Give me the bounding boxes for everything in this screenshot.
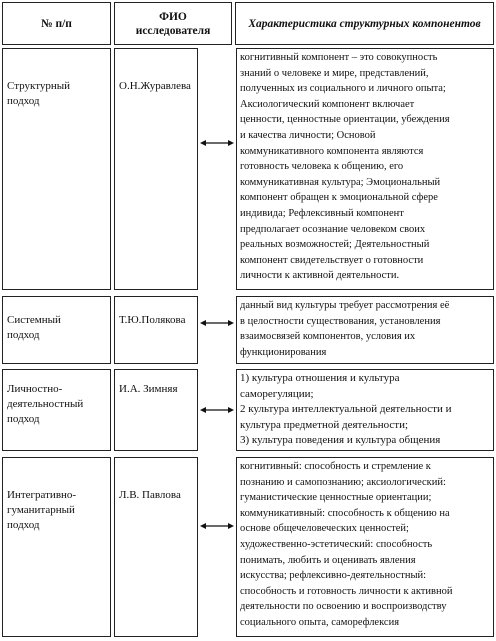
row-3-researcher: [114, 369, 198, 451]
description-line: способность и готовность личности к активной: [240, 585, 453, 597]
header-num: [2, 2, 111, 45]
researcher-label: И.А. Зимняя: [119, 383, 178, 395]
description-line: саморегуляции;: [240, 387, 314, 400]
header-characteristics: [235, 2, 494, 45]
row-1-researcher: [114, 48, 198, 290]
row-4-description: [236, 457, 494, 637]
description-line: компонент свидетельствует о готовности: [240, 254, 424, 266]
description-line: деятельности по освоению и воспроизводству: [240, 601, 447, 613]
description-line: искусства; рефлексивно-деятельностный:: [240, 570, 427, 582]
description-line: полученных из социального и личного опыта;: [240, 83, 446, 95]
description-line: 2 культура интеллектуальной деятельности и: [240, 403, 452, 416]
approach-label: Структурный подход: [7, 80, 71, 107]
row-4-approach: [2, 457, 111, 637]
row-3-approach: [2, 369, 111, 451]
description-line: коммуникативного компонента являются: [240, 145, 424, 157]
description-line: готовность человека к общению, его: [240, 161, 404, 173]
description-line: когнитивный компонент – это совокупность: [240, 52, 438, 63]
description-line: 3) культура поведения и культура общения: [240, 434, 441, 447]
description-line: социального опыта, саморефлексия: [240, 616, 400, 628]
description-line: художественно-эстетический: способность: [240, 538, 433, 550]
description-line: коммуникативный: способность к общению на: [240, 507, 450, 519]
approach-label: Личностно-деятельностный подход: [7, 383, 84, 425]
description-line: основе общечеловеческих ценностей;: [240, 523, 409, 535]
description-line: взаимосвязей компонентов, условия их: [240, 331, 416, 343]
researcher-label: Л.В. Павлова: [119, 489, 181, 501]
description-line: и качества личности; Основой: [240, 129, 376, 141]
description-line: в целостности существования, установления: [240, 315, 441, 327]
description-line: предполагает осознание человеком своих: [240, 223, 426, 235]
row-1-approach: [2, 48, 111, 290]
header-num-label: № п/п: [41, 17, 72, 30]
description-line: познанию и самопознанию; аксиологический:: [240, 476, 446, 488]
row-1-description: [236, 48, 494, 290]
description-line: реальных возможностей; Деятельностный: [240, 239, 430, 251]
description-line: культура предметной деятельности;: [240, 418, 409, 431]
researcher-label: Т.Ю.Полякова: [119, 314, 186, 326]
description-line: компонент обращен к эмоциональной сфере: [240, 192, 438, 204]
description-line: когнитивный: способность и стремление к: [240, 461, 431, 472]
description-line: 1) культура отношения и культура: [240, 372, 400, 384]
header-fio: [114, 2, 232, 45]
row-2-researcher: [114, 296, 198, 364]
row-2-approach: [2, 296, 111, 364]
bidirectional-arrow-icon: [199, 521, 235, 531]
approach-label: Системный подход: [7, 314, 61, 341]
description-line: знаний о человеке и мире, представлений,: [240, 67, 429, 79]
description-line: данный вид культуры требует рассмотрения её: [240, 300, 450, 311]
researcher-label: О.Н.Журавлева: [119, 80, 191, 92]
description-line: ценности, ценностные ориентации, убеждения: [240, 114, 450, 126]
description-line: коммуникативная культура; Эмоциональный: [240, 176, 441, 188]
approach-label: Интегративно-гуманитарный подход: [7, 489, 77, 531]
bidirectional-arrow-icon: [199, 138, 235, 148]
description-line: функционирования: [240, 346, 327, 358]
description-line: Аксиологический компонент включает: [240, 98, 415, 110]
description-line: личности к активной деятельности.: [240, 270, 400, 282]
row-4-researcher: [114, 457, 198, 637]
bidirectional-arrow-icon: [199, 405, 235, 415]
row-3-description: [236, 369, 494, 451]
header-fio-label: ФИО исследователя: [135, 10, 211, 37]
description-line: гуманистические ценностные ориентации;: [240, 492, 432, 504]
description-line: индивида; Рефлексивный компонент: [240, 207, 404, 219]
bidirectional-arrow-icon: [199, 318, 235, 328]
description-line: понимать, любить и оценивать явления: [240, 554, 416, 566]
header-characteristics-label: Характеристика структурных компонентов: [248, 17, 481, 30]
row-2-description: [236, 296, 494, 364]
